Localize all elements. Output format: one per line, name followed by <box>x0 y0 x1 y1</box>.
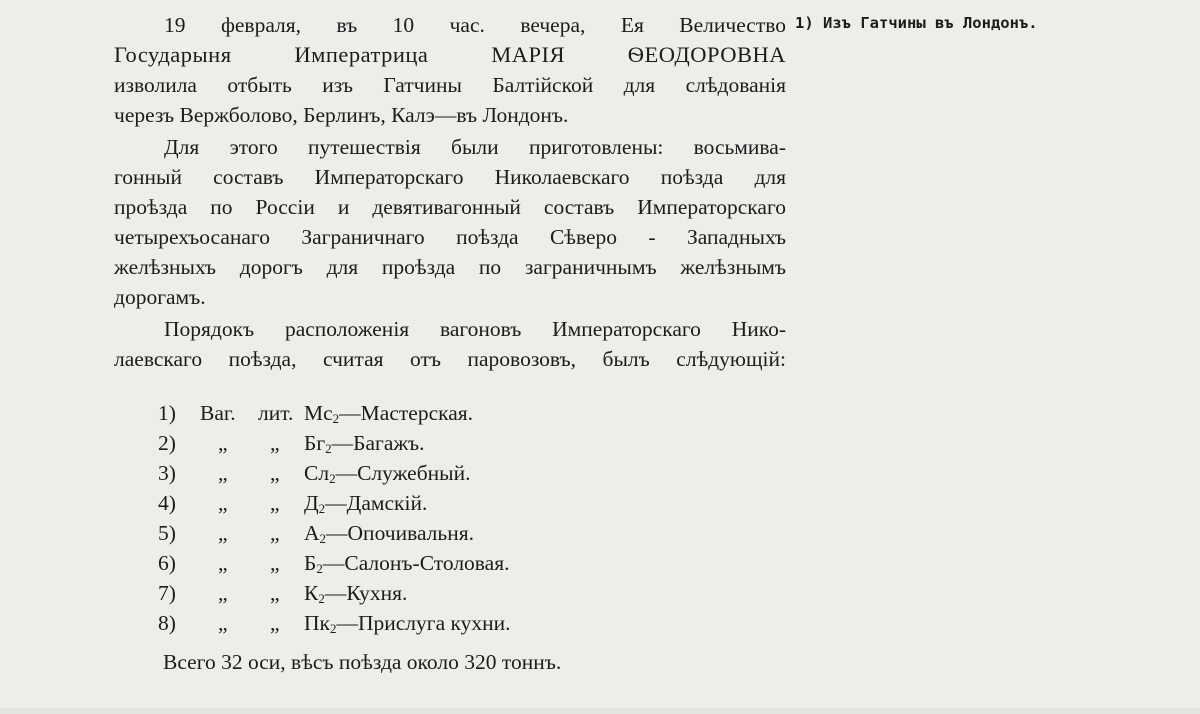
car-number: 7) <box>158 581 176 605</box>
paragraph-3-line: Порядокъ расположенія вагоновъ Императорскаго Нико- <box>164 317 786 341</box>
car-code: Бг <box>304 431 326 455</box>
car-designation <box>304 608 511 638</box>
car-name: —Кухня. <box>324 581 408 605</box>
paragraph-2-line: проѣзда по Россіи и девятивагонный составъ Императорскаго <box>114 195 786 219</box>
ditto-mark: „ <box>218 611 228 635</box>
paragraph-1-line: изволила отбыть изъ Гатчины Балтійской для слѣдованія <box>114 73 786 97</box>
car-name: —Мастерская. <box>339 401 474 425</box>
total-summary: Всего 32 оси, вѣсъ поѣзда около 320 тоннъ. <box>163 650 562 674</box>
car-code-subscript: 2 <box>329 471 336 486</box>
ditto-mark: „ <box>218 461 228 485</box>
ditto-mark: „ <box>218 521 228 545</box>
car-number: 8) <box>158 611 176 635</box>
paragraph-3-line: лаевскаго поѣзда, считая отъ паровозовъ, былъ слѣдующій: <box>114 347 786 371</box>
car-code: Мс <box>304 401 333 425</box>
ditto-mark: „ <box>270 581 280 605</box>
car-code-subscript: 2 <box>319 531 327 546</box>
ditto-mark: „ <box>218 581 228 605</box>
car-code: Д <box>304 491 319 515</box>
car-code: Б <box>304 551 317 575</box>
car-name: —Служебный. <box>335 461 471 485</box>
car-code-subscript: 2 <box>332 411 340 426</box>
car-designation <box>304 398 473 428</box>
car-code-subscript: 2 <box>325 441 332 456</box>
car-code-subscript: 2 <box>318 591 325 606</box>
car-code: Пк <box>304 611 330 635</box>
car-designation <box>304 548 509 578</box>
car-name: —Дамскій. <box>325 491 428 515</box>
car-word-b: лит. <box>258 401 294 425</box>
ditto-mark: „ <box>218 551 228 575</box>
ditto-mark: „ <box>270 611 280 635</box>
car-name: —Опочивальня. <box>326 521 474 545</box>
car-name: —Салонъ-Столовая. <box>322 551 510 575</box>
paragraph-2-line: желѣзныхъ дорогъ для проѣзда по заграничнымъ желѣзнымъ <box>114 255 786 279</box>
paragraph-2 <box>114 132 786 312</box>
paragraph-1 <box>114 10 786 130</box>
car-code: К <box>304 581 319 605</box>
ditto-mark: „ <box>270 551 280 575</box>
car-code-subscript: 2 <box>316 561 323 576</box>
main-text <box>114 10 786 374</box>
page-edge <box>0 708 1200 714</box>
car-number: 1) <box>158 401 176 425</box>
car-number: 6) <box>158 551 176 575</box>
car-number: 3) <box>158 461 176 485</box>
car-code-subscript: 2 <box>318 501 326 516</box>
ditto-mark: „ <box>270 461 280 485</box>
margin-note: 1) Изъ Гатчины въ Лондонъ. <box>795 14 1038 32</box>
paragraph-2-line: четырехъосанаго Заграничнаго поѣзда Сѣверо - Западныхъ <box>114 225 786 249</box>
paragraph-2-line: гонный составъ Императорскаго Николаевскаго поѣзда для <box>114 165 786 189</box>
car-designation <box>304 488 427 518</box>
car-number: 2) <box>158 431 176 455</box>
car-designation <box>304 428 425 458</box>
ditto-mark: „ <box>270 431 280 455</box>
car-code: А <box>304 521 320 545</box>
car-designation <box>304 458 471 488</box>
car-number: 5) <box>158 521 176 545</box>
car-name: —Багажъ. <box>331 431 425 455</box>
car-word-a: Ваг. <box>200 401 236 425</box>
car-number: 4) <box>158 491 176 515</box>
ditto-mark: „ <box>270 491 280 515</box>
car-code-subscript: 2 <box>329 621 337 636</box>
car-designation <box>304 518 474 548</box>
paragraph-3 <box>114 314 786 374</box>
ditto-mark: „ <box>218 491 228 515</box>
paragraph-2-line: Для этого путешествія были приготовлены: восьмива- <box>164 135 786 159</box>
paragraph-2-line: дорогамъ. <box>114 285 206 309</box>
car-name: —Прислуга кухни. <box>336 611 511 635</box>
paragraph-1-line: 19 февраля, въ 10 час. вечера, Ея Величество <box>164 13 786 37</box>
car-code: Сл <box>304 461 330 485</box>
ditto-mark: „ <box>218 431 228 455</box>
paragraph-1-line: черезъ Вержболово, Берлинъ, Калэ—въ Лондонъ. <box>114 103 569 127</box>
ditto-mark: „ <box>270 521 280 545</box>
car-designation <box>304 578 407 608</box>
paragraph-1-line: Государыня Императрица МАРІЯ ѲЕОДОРОВНА <box>114 42 786 67</box>
